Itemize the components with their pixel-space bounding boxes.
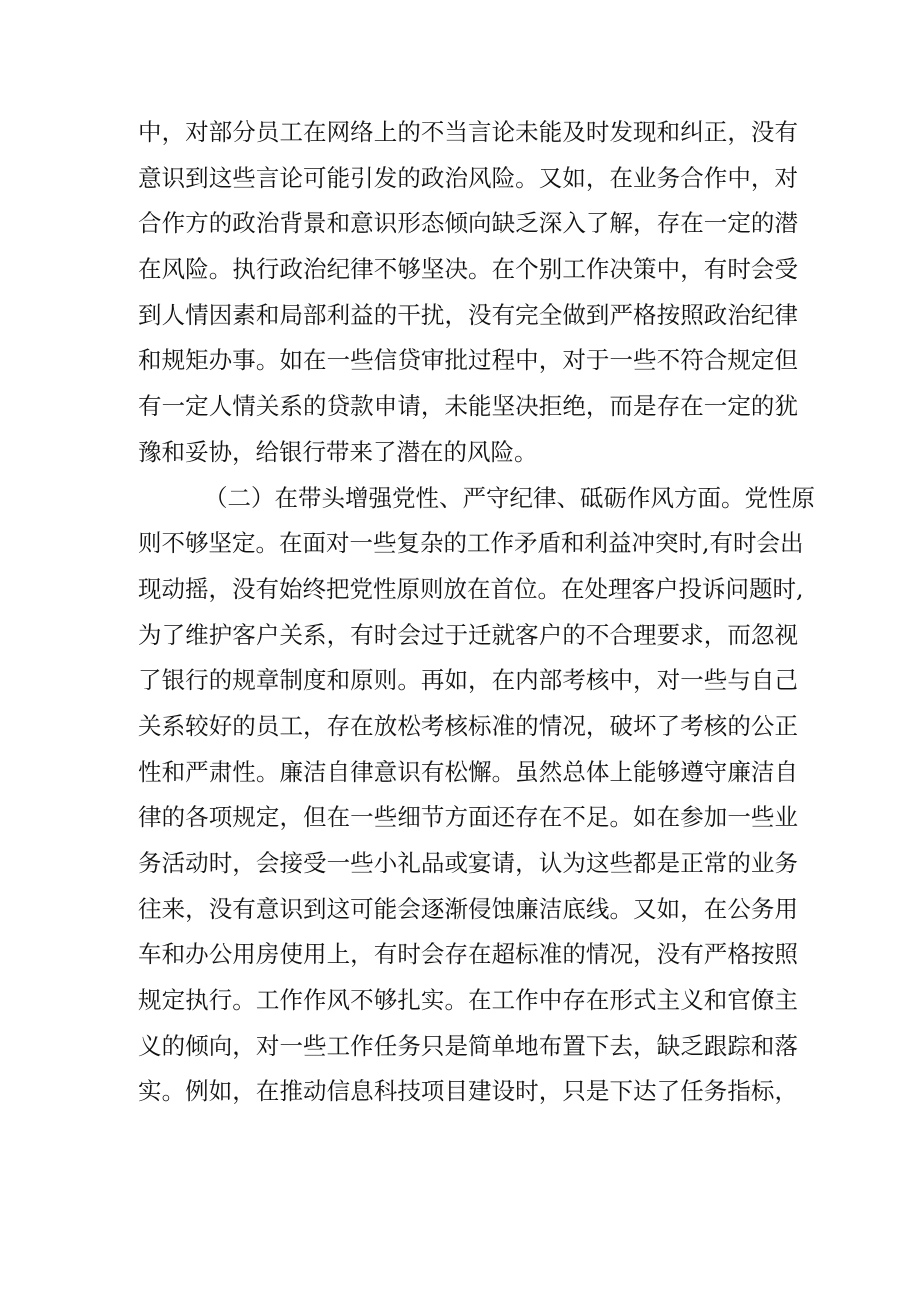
text-line: 务活动时，会接受一些小礼品或宴请，认为这些都是正常的业务	[138, 849, 798, 877]
text-line: 实。例如，在推动信息科技项目建设时，只是下达了任务指标，	[138, 1077, 798, 1106]
text-line: 往来，没有意识到这可能会逐渐侵蚀廉洁底线。又如，在公务用	[138, 894, 798, 923]
text-line: 意识到这些言论可能引发的政治风险。又如，在业务合作中，对	[138, 163, 798, 192]
text-line: 律的各项规定，但在一些细节方面还存在不足。如在参加一些业	[138, 803, 798, 832]
text-line: 在风险。执行政治纪律不够坚决。在个别工作决策中，有时会受	[138, 255, 798, 284]
text-line: 车和办公用房使用上，有时会存在超标准的情况，没有严格按照	[138, 940, 798, 969]
text-line: 和规矩办事。如在一些信贷审批过程中，对于一些不符合规定但	[138, 346, 798, 375]
text-line: 中，对部分员工在网络上的不当言论未能及时发现和纠正，没有	[138, 118, 798, 146]
section-heading-line: （二）在带头增强党性、严守纪律、砥砺作风方面。党性原	[204, 483, 815, 512]
document-body	[138, 110, 815, 1115]
text-line: 为了维护客户关系，有时会过于迁就客户的不合理要求，而忽视	[138, 620, 798, 649]
text-line: 则不够坚定。在面对一些复杂的工作矛盾和利益冲突时,有时会出	[138, 529, 804, 558]
text-line: 现动摇，没有始终把党性原则放在首位。在处理客户投诉问题时,	[138, 574, 804, 603]
text-line: 豫和妥协，给银行带来了潜在的风险。	[138, 437, 538, 466]
text-line: 性和严肃性。廉洁自律意识有松懈。虽然总体上能够遵守廉洁自	[138, 757, 798, 786]
text-line: 到人情因素和局部利益的干扰，没有完全做到严格按照政治纪律	[138, 300, 798, 329]
text-line: 有一定人情关系的贷款申请，未能坚决拒绝，而是存在一定的犹	[138, 392, 798, 421]
text-line: 义的倾向，对一些工作任务只是简单地布置下去，缺乏跟踪和落	[138, 1031, 798, 1060]
text-line: 关系较好的员工，存在放松考核标准的情况，破坏了考核的公正	[138, 711, 798, 740]
text-line: 合作方的政治背景和意识形态倾向缺乏深入了解，存在一定的潜	[138, 209, 798, 238]
text-line: 了银行的规章制度和原则。再如，在内部考核中，对一些与自己	[138, 666, 798, 695]
text-line: 规定执行。工作作风不够扎实。在工作中存在形式主义和官僚主	[138, 986, 798, 1015]
